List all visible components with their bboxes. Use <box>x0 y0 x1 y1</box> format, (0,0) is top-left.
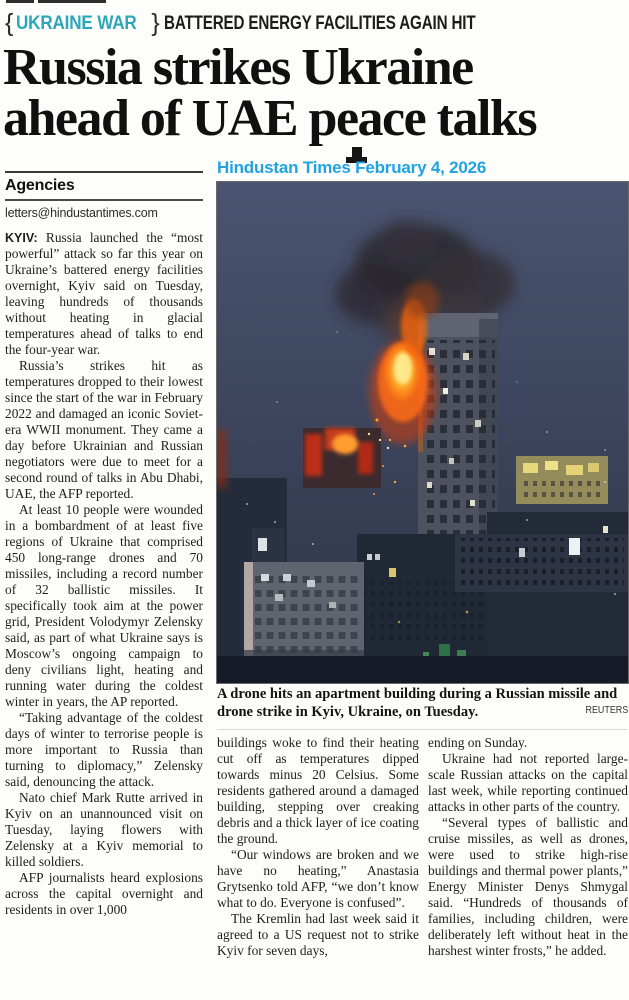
kicker-close-brace: } <box>151 9 160 37</box>
byline-email: letters@hindustantimes.com <box>5 205 158 220</box>
middle-column <box>217 735 419 959</box>
column1-paragraphs <box>5 358 203 918</box>
headline-line2: ahead of UAE peace talks <box>3 90 537 147</box>
paragraph: At least 10 people were wounded in a bombardment of at least five regions of Ukraine that comprised 450 long-range drones and 70 missiles, including a record number of 32 ballistic missiles. It specifically took aim at the power grid, President Volodymyr Zelensky said, as part of what Ukraine says is Moscow’s ongoing campaign to deny civilians light, heating and running water during the coldest winter in years, the AP reported. <box>5 501 203 709</box>
paragraph: The Kremlin had last week said it agreed to a US request not to strike Kyiv for seven days, <box>217 911 419 958</box>
page-crop-fragment <box>38 0 106 3</box>
kicker <box>5 9 553 38</box>
lead-paragraph <box>5 230 203 358</box>
red-neon-sign <box>303 428 389 488</box>
page-crop-fragment <box>6 0 34 3</box>
paragraph: “Several types of ballistic and cruise missiles, as well as drones, were used to strike high-rise buildings and thermal power plants,” Energy Minister Denys Shmygal said. “Hundreds of thousands of families, including children, were deliberately left without heat in the harshest winter frosts,” he added. <box>428 815 628 958</box>
right-column <box>428 735 628 959</box>
paragraph: ending on Sunday. <box>428 735 528 750</box>
kicker-subhead: BATTERED ENERGY FACILITIES AGAIN HIT <box>163 13 476 34</box>
headline <box>3 39 629 147</box>
caption-text: A drone hits an apartment building during a Russian missile and drone strike in Kyiv, Ukraine, on Tuesday. <box>217 686 618 720</box>
paragraph: Nato chief Mark Rutte arrived in Kyiv on an unannounced visit on Tuesday, laying flowers with Zelensky at a Kyiv memorial to killed soldiers. <box>5 789 203 869</box>
paragraph: AFP journalists heard explosions across the capital overnight and residents in over 1,000 <box>5 869 203 917</box>
lead-text: Russia launched the “most powerful” attack so far this year on Ukraine’s battered energy facilities overnight, Kyiv said on Tuesday, leaving hundreds of thousands without heating in glacial temperatures ahead of talks to end the four-year war. <box>5 229 203 357</box>
kicker-open-brace: { <box>5 9 14 37</box>
right-row-building <box>455 526 628 592</box>
paragraph: Ukraine had not reported large-scale Russian attacks on the capital last week, while reporting continued attacks in other parts of the country. <box>428 751 628 814</box>
paragraph: Russia’s strikes hit as temperatures dropped to their lowest since the start of the war in February 2022 and damaged an iconic Soviet-era WWII monument. They came a day before Ukrainian and Russian negotiators were due to meet for a second round of talks in Abu Dhabi, UAE, the AFP reported. <box>5 357 203 501</box>
left-column <box>5 171 203 918</box>
caption-divider <box>217 729 627 730</box>
news-photo <box>217 182 628 683</box>
apartment-tower <box>418 313 498 543</box>
paragraph: buildings woke to find their heating cut off as temperatures dipped towards minus 20 Celsius. Some residents gathered around a damaged building, stepping over creaking debris and a thick layer of ice coating the ground. <box>217 735 419 846</box>
byline-agency: Agencies <box>5 177 75 194</box>
photo-credit: REUTERS <box>585 703 628 716</box>
watermark-text: Hindustan Times February 4, 2026 <box>217 158 487 177</box>
news-photo-graphic <box>217 182 628 683</box>
paragraph: “Our windows are broken and we have no heating,” Anastasia Grytsenko told AFP, “we don’t know what to do. Everyone is confused”. <box>217 847 419 910</box>
paragraph: “Taking advantage of the coldest days of winter to terrorise people is more important to Russia than turning to diplomacy,” Zelensky said, denouncing the attack. <box>5 709 203 789</box>
headline-line1: Russia strikes Ukraine <box>3 39 473 96</box>
photo-caption <box>217 686 628 721</box>
kicker-tag: UKRAINE WAR <box>16 13 137 34</box>
yellow-building <box>516 456 608 504</box>
dateline: KYIV: <box>5 230 38 245</box>
